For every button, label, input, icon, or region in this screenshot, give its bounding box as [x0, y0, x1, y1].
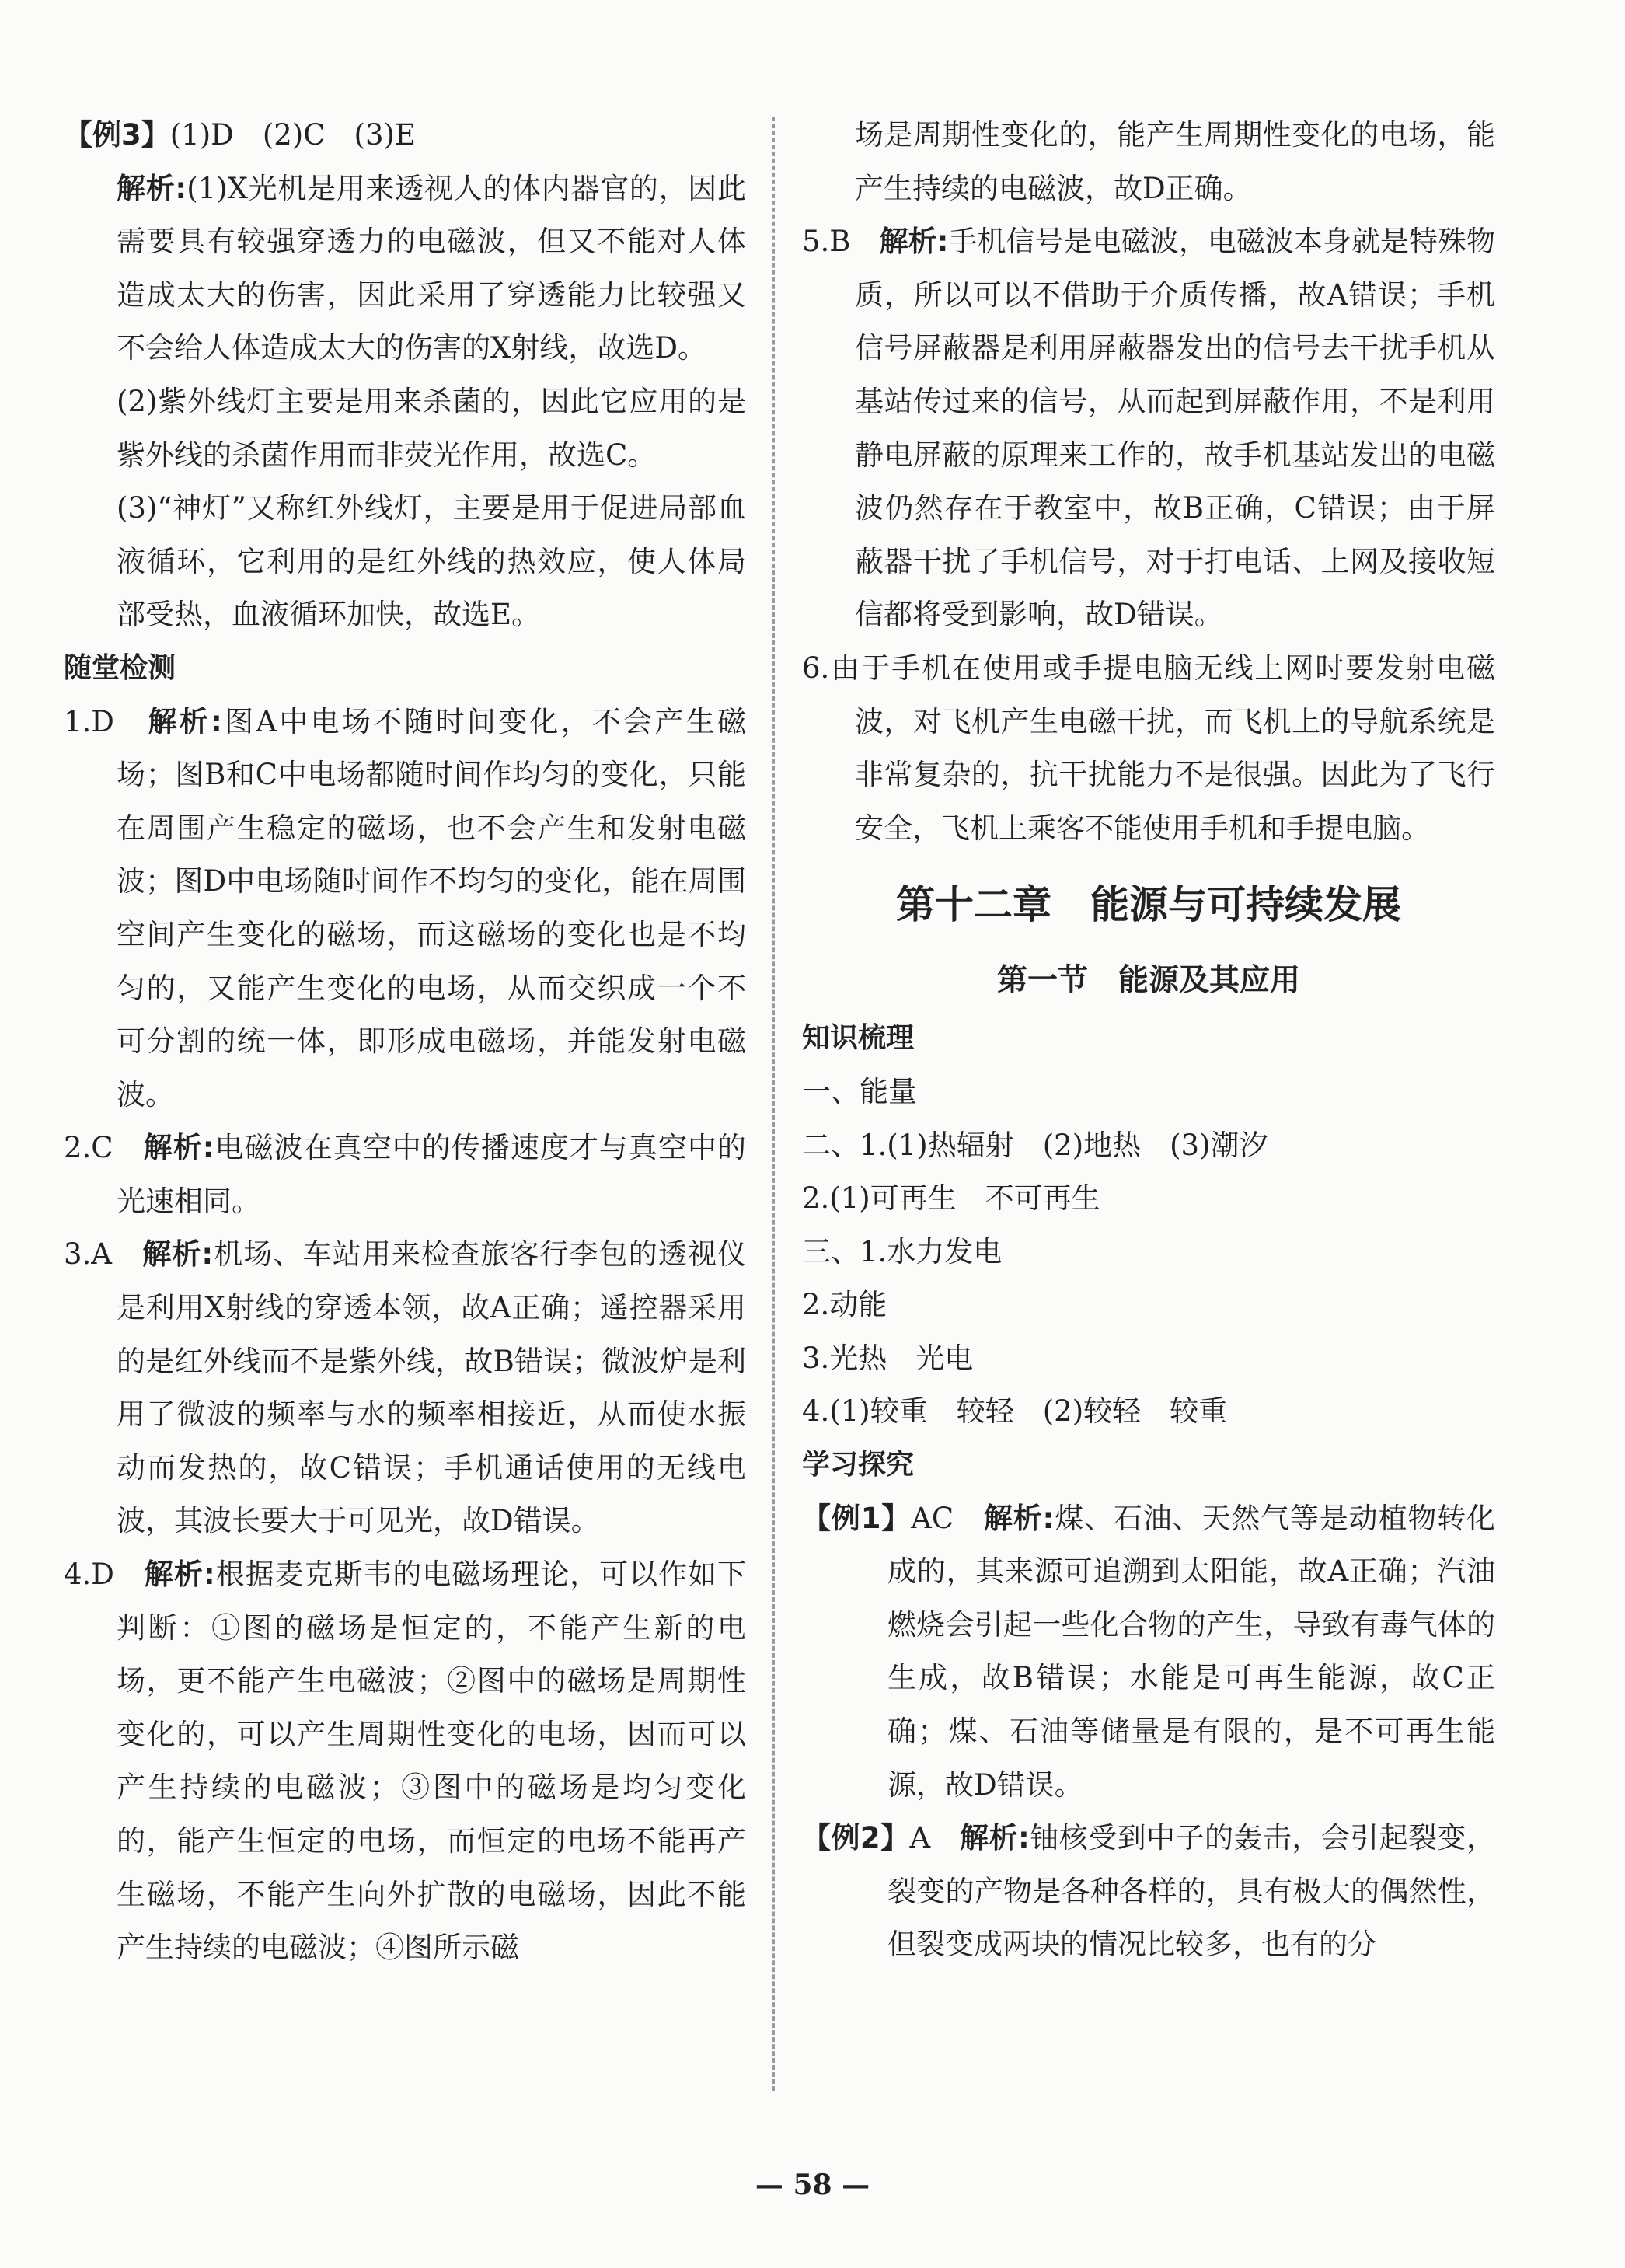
q2-text: 电磁波在真空中的传播速度才与真空中的光速相同。: [117, 1131, 747, 1218]
ex3-label: 解析:: [117, 171, 187, 205]
knowledge-line-1: 一、能量: [802, 1074, 917, 1108]
ex1-text: 煤、石油、天然气等是动植物转化成的，其来源可追溯到太阳能，故A正确；汽油燃烧会引起一些化合物的产生，导致有毒气体的生成，故B错误；水能是可再生能源，故C正确；煤、石油等储量是有限的，是不可再生能源，故D错误。: [887, 1501, 1496, 1802]
ex2-tag: 【例2】: [802, 1821, 910, 1855]
check-q4: [64, 1548, 746, 1975]
q1-text: 图A中电场不随时间变化，不会产生磁场；图B和C中电场都随时间作均匀的变化，只能在周围产生稳定的磁场，也不会产生和发射电磁波；图D中电场随时间作不均匀的变化，能在周围空间产生变化的磁场，而这磁场的变化也是不均匀的，又能产生变化的电场，从而交织成一个不可分割的统一体，即形成电磁场，并能发射电磁波。: [117, 704, 746, 1111]
explore-ex2: [802, 1812, 1495, 1972]
ex3-explanation-1: [64, 162, 746, 375]
q4-num: 4.D: [64, 1558, 145, 1592]
knowledge-line-6: 3.光热 光电: [802, 1341, 974, 1375]
check-q3: [64, 1228, 746, 1548]
ex1-tag: 【例1】: [802, 1501, 912, 1535]
q4-label: 解析:: [144, 1558, 215, 1592]
q4-text: 根据麦克斯韦的电磁场理论，可以作如下判断：①图的磁场是恒定的，不能产生新的电场，更不能产生电磁波；②图中的磁场是周期性变化的，可以产生周期性变化的电场，因而可以产生持续的电磁波；③图中的磁场是均匀变化的，能产生恒定的电场，而恒定的电场不能再产生磁场，不能产生向外扩散的电磁场，因此不能产生持续的电磁波；④图所示磁: [117, 1558, 747, 1965]
q3-num: 3.A: [64, 1237, 143, 1272]
heading-knowledge-review: 知识梳理: [802, 1022, 915, 1055]
ex3-answer: (1)D (2)C (3)E: [169, 118, 416, 152]
q3-text: 机场、车站用来检查旅客行李包的透视仪是利用X射线的穿透本领，故A正确；遥控器采用的是红外线而不是紫外线，故B错误；微波炉是利用了微波的频率与水的频率相接近，从而使水振动而发热的，故C错误；手机通话使用的无线电波，其波长要大于可见光，故D错误。: [117, 1237, 747, 1538]
check-q2: [64, 1122, 746, 1228]
ex2-text: 铀核受到中子的轰击，会引起裂变，裂变的产物是各种各样的，具有极大的偶然性，但裂变成两块的情况比较多，也有的分: [887, 1821, 1496, 1962]
knowledge-line-2: 二、1.(1)热辐射 (2)地热 (3)潮汐: [802, 1128, 1268, 1162]
ex3-explanation-3: (3)“神灯”又称红外线灯，主要是用于促进局部血液循环，它利用的是红外线的热效应，使人体局部受热，血液循环加快，故选E。: [117, 491, 746, 632]
explore-ex1: [802, 1492, 1495, 1813]
ex1-answer: AC: [911, 1501, 984, 1535]
column-divider: [772, 117, 775, 2091]
knowledge-line-3: 2.(1)可再生 不可再生: [802, 1181, 1100, 1216]
ex2-answer: A: [909, 1821, 961, 1855]
q6-text: 由于手机在使用或手提电脑无线上网时要发射电磁波，对飞机产生电磁干扰，而飞机上的导航系统是非常复杂的，抗干扰能力不是很强。因此为了飞行安全，飞机上乘客不能使用手机和手提电脑。: [829, 651, 1495, 845]
q5-label: 解析:: [879, 225, 949, 259]
q5-text: 手机信号是电磁波，电磁波本身就是特殊物质，所以可以不借助于介质传播，故A错误；手机信号屏蔽器是利用屏蔽器发出的信号去干扰手机从基站传过来的信号，从而起到屏蔽作用，不是利用静电屏蔽的原理来工作的，故手机基站发出的电磁波仍然存在于教室中，故B正确，C错误；由于屏蔽器干扰了手机信号，对于打电话、上网及接收短信都将受到影响，故D错误。: [855, 225, 1496, 632]
knowledge-line-4: 三、1.水力发电: [802, 1234, 1003, 1268]
q2-label: 解析:: [143, 1131, 214, 1165]
heading-study-explore: 学习探究: [802, 1449, 915, 1481]
check-q6: [802, 642, 1495, 855]
ex3-text-1: (1)X光机是用来透视人的体内器官的，因此需要具有较强穿透力的电磁波，但又不能对人体造成太大的伤害，因此采用了穿透能力比较强又不会给人体造成太大的伤害的X射线，故选D。: [117, 171, 746, 365]
ex3-tag: 【例3】: [64, 118, 170, 152]
ex3-answer-line: [64, 109, 746, 162]
q6-num: 6.: [802, 651, 830, 685]
right-column: [802, 109, 1495, 1972]
q1-label: 解析:: [148, 704, 222, 738]
q3-label: 解析:: [142, 1237, 214, 1272]
ex3-explanation-2: (2)紫外线灯主要是用来杀菌的，因此它应用的是紫外线的杀菌作用而非荧光作用，故选C。: [117, 384, 746, 472]
ex2-label: 解析:: [960, 1821, 1030, 1855]
page-number: — 58 —: [755, 2169, 870, 2201]
check-q1: [64, 696, 746, 1122]
knowledge-line-5: 2.动能: [802, 1288, 887, 1322]
check-q5: [802, 215, 1495, 642]
q2-num: 2.C: [64, 1131, 144, 1165]
left-column: [64, 109, 746, 1975]
chapter-title: 第十二章 能源与可持续发展: [896, 882, 1401, 928]
q5-num: 5.B: [802, 225, 880, 259]
q1-num: 1.D: [64, 704, 148, 738]
q4-continuation: 场是周期性变化的，能产生周期性变化的电场，能产生持续的电磁波，故D正确。: [855, 118, 1495, 205]
knowledge-line-7: 4.(1)较重 较轻 (2)较轻 较重: [802, 1394, 1228, 1429]
ex1-label: 解析:: [983, 1501, 1055, 1535]
section-title: 第一节 能源及其应用: [996, 963, 1300, 999]
heading-in-class-check: 随堂检测: [64, 651, 176, 684]
